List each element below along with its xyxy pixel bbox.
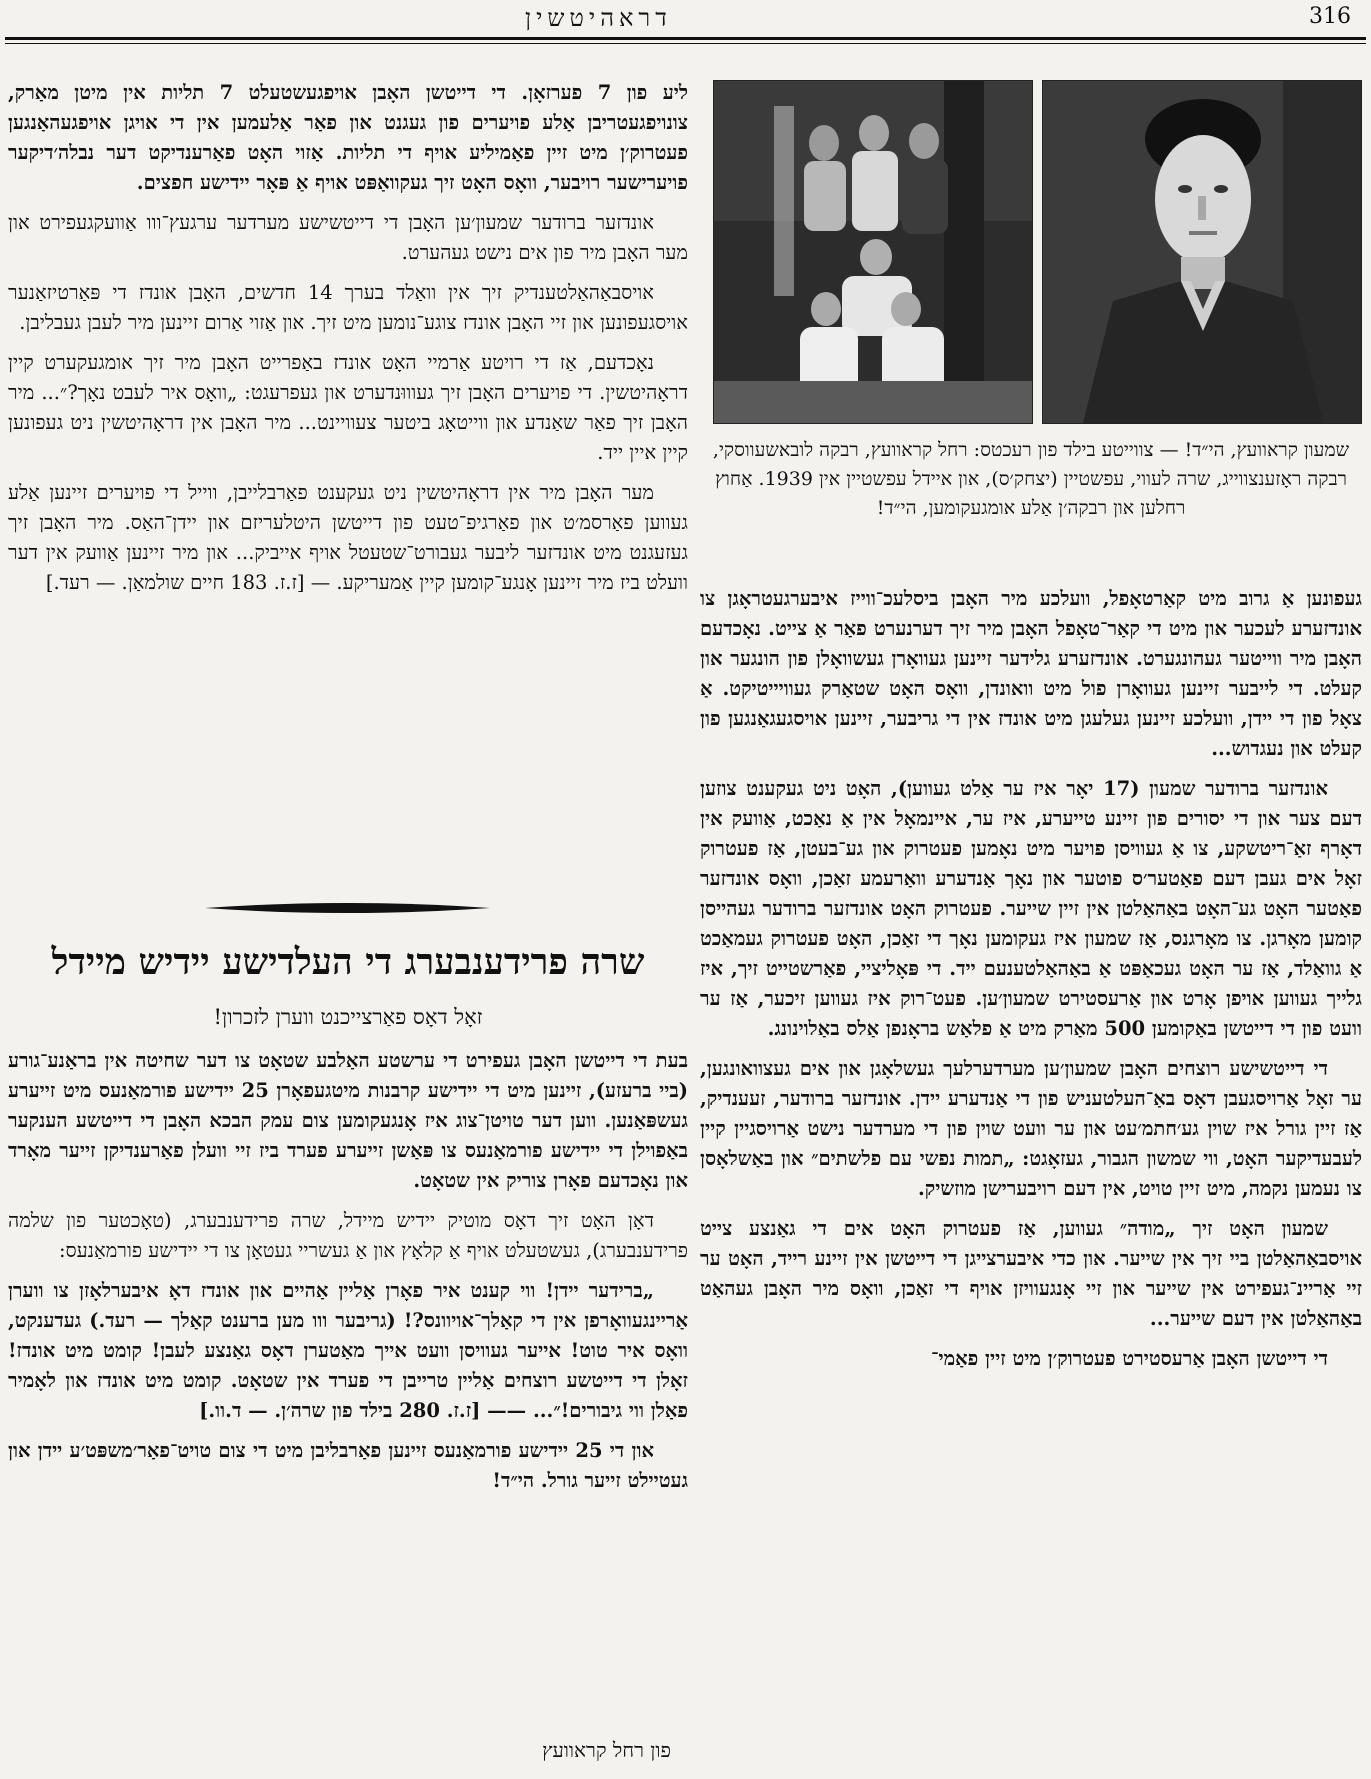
ornamental-divider xyxy=(205,902,490,914)
paragraph: און די 25 יידישע פורמאַנעס זיינען פאַרבליבן מיט די צום טויט־פאַר׳משפּט׳ע יידן און געטיילט זייער גורל. הי״ד! xyxy=(8,1439,688,1492)
paragraph: שמעון האָט זיך „מודה״ געווען, אַז פעטרוק האָט אים די גאַנצע צייט אויסבאַהאַלטן ביי זיך אין שייער. און כדי איבערצייגן די דייטשן אין זיינע רייד, האָט ער זיי אַריינ־געפירט אין שייער און זיי אָנגעוויזן אויף די זאַכן, וואָס מיר האָבן געהאַט באַהאַלטן אין דעם שייער... xyxy=(700,1217,1362,1330)
paragraph: אויסבאַהאַלטענדיק זיך אין וואַלד בערך 14 חדשים, האָבן אונדז די פּאַרטיזאַנער אויסגעפונען און זיי האָבן אונדז צוגע־נומען מיט זיך. און אַזוי אַרום זיינען מיר לעבן געבליבן. xyxy=(8,281,688,334)
article-signature: פון רחל קראוועץ xyxy=(542,1738,671,1762)
paragraph: בעת די דייטשן האָבן געפירט די ערשטע האַלבע שטאָט צו דער שחיטה אין בראַנע־גורע (ביי ברעזע), זיינען מיט די יידישע קרבנות מיטגעפאָרן 25 יידישע פורמאַנעס מיט זייערע געשפּאַנען. ווען דער טויטן־צוג איז אָנגעקומען צום עמק הבכא האָבן די דייטשע הענקער באַפוילן די יידישע פורמאַנעס צו פּאַשן זייערע פערד ביז זיי וועלן פאַרענדיקן זייער מאָרד און נאָכדעם פאָרן צוריק אין שטאָט. xyxy=(8,1049,689,1192)
article-title: שרה פרידענבערג די העלדישע יידיש מיידל xyxy=(51,941,645,983)
paragraph: ליע פון 7 פערזאָן. די דייטשן האָבן אויפגעשטעלט 7 תליות אין מיטן מאַרק, צונויפגעטריבן אַלע פויערים פון געגנט און פאַר אַלעמען אין די אויגן אויפגעהאַנגען פעטרוק׳ן מיט זיין פאַמיליע אויף די תליות. אַזוי האָט פאַרענדיקט דער נבלה׳דיקער פויערישער רויבער, וואָס האָט זיך געקוואַפּט אויף אַ פּאָר יידישע חפצים. xyxy=(8,81,688,194)
article-body xyxy=(8,1046,688,1506)
paragraph: געפונען אַ גרוב מיט קאַרטאָפל, וועלכע מיר האָבן ביסלעכ־ווייז איבערגעטראָגן צו אונדזערע לעכער און מיט די קאַר־טאָפל האָבן מיר זיך דערנערט פאַר אַ צייט. נאָכדעם האָבן מיר ווייטער געהונגערט. אונדזערע גלידער זיינען געוואָרן געשוואָלן פון הונגער און קעלט. די לייבער זיינען געוואָרן פול מיט וואונדן, וואָס האָט שטאַרק געוויייטיקט. אַ צאָל פון די יידן, וועלכע זיינען געלעגן מיט אונדז אין די גריבער, זיינען אויסגעגאַנגען פון קעלט און נעגדוש... xyxy=(700,587,1362,760)
article-subtitle: זאָל דאָס פאַרצייכנט ווערן לזכרון! xyxy=(213,1005,483,1029)
quote-paragraph: „ברידער יידן! ווי קענט איר פאָרן אַליין אַהיים און אונדז דאָ איבערלאָזן צו ווערן אַריינגעוואָרפן אין די קאַלך־אויוונס?! (גריבער ווו מען ברענט קאַלך — רעד.) געדענקט, וואָס איר טוט! אייער געוויסן וועט אייך מאַטערן דאָס גאַנצע לעבן! קומט מיט אונדז! זאָלן די דייטשע רוצחים אַליין טרייבן די פערד אין שטאָט. קומט מיט אונדז און לאָמיר פאַלן ווי גיבורים!״... —— [ז.ז. 280 בילד פון שרה׳ן. — ד.וו.] xyxy=(8,1279,688,1422)
running-title: דראהיטשין xyxy=(525,4,672,32)
portrait-photo xyxy=(1042,80,1362,424)
photo-caption: שמעון קראוועץ, הי״ד! — צווייטע בילד פון רעכטס: רחל קראוועץ, רבקה לובאשעווסקי, רבקה ראָזענצווייג, שרה לעווי, עפשטיין (יצחק׳ס), און איידל עפשטיין אין 1939. אַחוץ רחלען און רבקה׳ן אַלע אומגעקומען, הי״ד! xyxy=(712,439,1350,519)
paragraph: אונדזער ברודער שמעון (17 יאָר איז ער אַלט געווען), האָט ניט געקענט צוזען דעם צער און די יסורים פון זיינע טייערע, איז ער, איינמאָל אין אַ נאַכט, אַוועק אין דאָרף זאַ־ריטשקע, צו אַ געוויסן פויער מיט נאָמען פעטרוק און גע־בעטן, אַז פעטרוק זאָל אים געבן דעם פאַטער׳ס פוטער און נאָך אַנדערע וואַרעמע זאַכן, וואָס אונדזער פאַטער האָט גע־האָט באַהאַלטן אין זיין שייער. פעטרוק האָט אונדזער ברודער געהייסן קומען מאָרגן. צו מאָרגנס, אַז שמעון איז געקומען נאָך די זאַכן, האָט פעטרוק געמאַכט אַ גוואַלד, אַז ער האָט געכאַפּט אַ באַהאַלטענעם ייד. די פּאָליציי, פאַרשטייט זיך, איז גלייך געווען אויפן אָרט און אַרעסטירט שמעון׳ען. פעט־רוק איז געווען זיכער, אַז ער וועט פון די דייטשן באַקומען 500 מאַרק מיט אַ פלאַש בראָנפן אַלס באַלוינונג. xyxy=(700,777,1362,1040)
header-rule-thick xyxy=(5,37,1366,40)
group-photo xyxy=(713,80,1033,424)
header-rule-thin xyxy=(5,43,1366,44)
paragraph: נאָכדעם, אַז די רויטע אַרמיי האָט אונדז באַפרייט האָבן מיר זיך אומגעקערט קיין דראָהיטשין. די פויערים האָבן זיך געוווּנדערט און געפרעגט: „וואָס איר לעבט נאָך?״... מיר האָבן זיך פאַר שאַנדע און ווייטאָג ביטער צעוויינט... מיר האָבן אין דראָהיטשין ניט געפונען קיין איין ייד. xyxy=(8,351,688,464)
paragraph: אונדזער ברודער שמעון׳ען האָבן די דייטשישע מערדער ערגעץ־ווו אַוועקגעפירט און מער האָבן מיר פון אים נישט געהערט. xyxy=(8,211,688,264)
left-column-text xyxy=(8,78,688,608)
page-header xyxy=(0,0,1371,38)
right-column-text xyxy=(700,584,1362,1384)
page-number: 316 xyxy=(1309,4,1351,29)
paragraph: מער האָבן מיר אין דראָהיטשין ניט געקענט פאַרבלייבן, ווייל די פויערים זיינען אַלע געווען פאַרסמ׳ט און פאַרגיפ־טעט פון דייטשן היטלעריזם און יידן־האַס. מיר האָבן זיך געזעגנט מיט אונדזער ליבער געבורט־שטעטל אויף אייביק... און מיר זיינען אַוועק אין דער וועלט ביז מיר זיינען אָנגע־קומען קיין אַמעריקע. — [ז.ז. 183 חיים שולמאַן. — רעד.] xyxy=(8,481,688,594)
paragraph: דאָן האָט זיך דאָס מוטיק יידיש מיידל, שרה פרידענבערג, (טאָכטער פון שלמה פרידענבערג), געשטעלט אויף אַ קלאָץ און אַ געשריי געטאָן צו די יידישע פורמאַנעס: xyxy=(8,1209,688,1262)
paragraph: די דייטשן האָבן אַרעסטירט פעטרוק׳ן מיט זיין פאַמי־ xyxy=(931,1347,1328,1370)
paragraph: די דייטשישע רוצחים האָבן שמעון׳ען מערדערלעך געשלאָגן און אים געצוואונגען, ער זאָל אַרויסגעבן דאָס באַ־העלטעניש פון די אַנדערע יידן. אונדזער ברודער, זעענדיק, אַז זיין גורל איז שוין גע׳חתמ׳עט און ער וועט שוין פון די מערדער נישט אַרויסגיין קיין לעבעדיקער האָט, ווי שמשון הגבור, געזאָגט: „תמות נפשי עם פלשתים״ און באַשלאָסן צו נעמען נקמה, מיט זיין טויט, אין דעם רויבערישן מוזשיק. xyxy=(700,1057,1362,1200)
